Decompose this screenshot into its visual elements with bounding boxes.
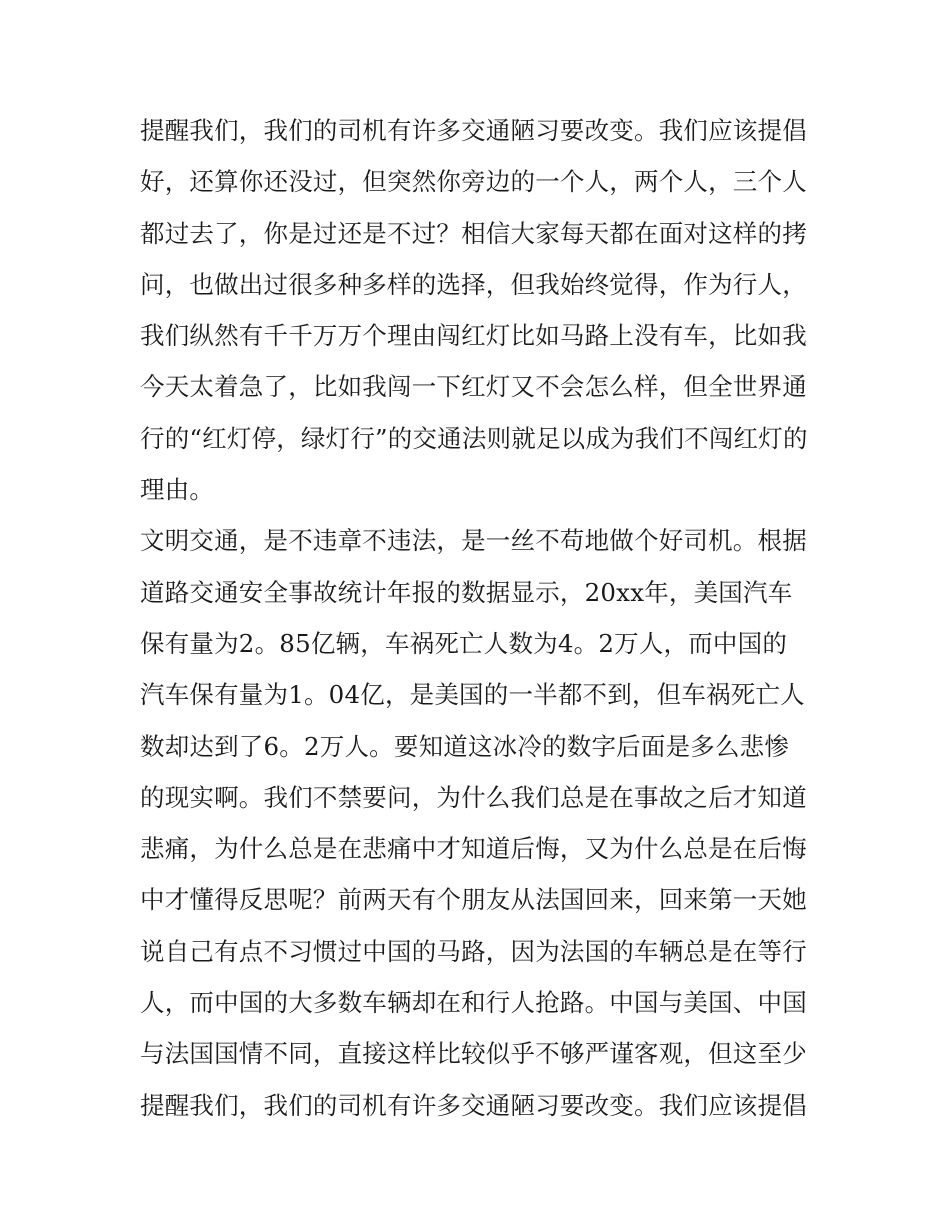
text-line: 我们纵然有千千万万个理由闯红灯比如马路上没有车，比如我	[140, 321, 807, 351]
text-line: 提醒我们，我们的司机有许多交通陋习要改变。我们应该提倡	[140, 1090, 807, 1120]
text-line: 保有量为2。85亿辆，车祸死亡人数为4。2万人，而中国的	[140, 628, 788, 658]
text-line: 提醒我们，我们的司机有许多交通陋习要改变。我们应该提倡	[140, 116, 807, 145]
text-line: 与法国国情不同，直接这样比较似乎不够严谨客观，但这至少	[140, 1039, 807, 1069]
text-line: 中才懂得反思呢？前两天有个朋友从法国回来，回来第一天她	[140, 885, 807, 915]
text-line: 的现实啊。我们不禁要问，为什么我们总是在事故之后才知道	[140, 782, 807, 812]
text-line: 好，还算你还没过，但突然你旁边的一个人，两个人，三个人	[140, 167, 807, 197]
text-line: 问，也做出过很多种多样的选择，但我始终觉得，作为行人，	[140, 269, 807, 299]
text-line: 说自己有点不习惯过中国的马路，因为法国的车辆总是在等行	[140, 936, 807, 966]
text-line: 行的“红灯停，绿灯行”的交通法则就足以成为我们不闯红灯的	[140, 423, 808, 453]
text-line: 理由。	[140, 475, 215, 505]
text-line: 悲痛，为什么总是在悲痛中才知道后悔，又为什么总是在后悔	[140, 834, 807, 864]
text-line: 文明交通，是不违章不违法，是一丝不苟地做个好司机。根据	[140, 526, 807, 556]
text-line: 人，而中国的大多数车辆却在和行人抢路。中国与美国、中国	[140, 988, 807, 1018]
text-line: 道路交通安全事故统计年报的数据显示，20xx年，美国汽车	[140, 577, 793, 607]
text-line: 今天太着急了，比如我闯一下红灯又不会怎么样，但全世界通	[140, 372, 807, 402]
text-line: 汽车保有量为1。04亿，是美国的一半都不到，但车祸死亡人	[140, 680, 805, 710]
text-line: 都过去了，你是过还是不过？相信大家每天都在面对这样的拷	[140, 218, 807, 248]
body-text	[140, 105, 812, 1131]
text-line: 数却达到了6。2万人。要知道这冰冷的数字后面是多么悲惨	[140, 731, 790, 761]
